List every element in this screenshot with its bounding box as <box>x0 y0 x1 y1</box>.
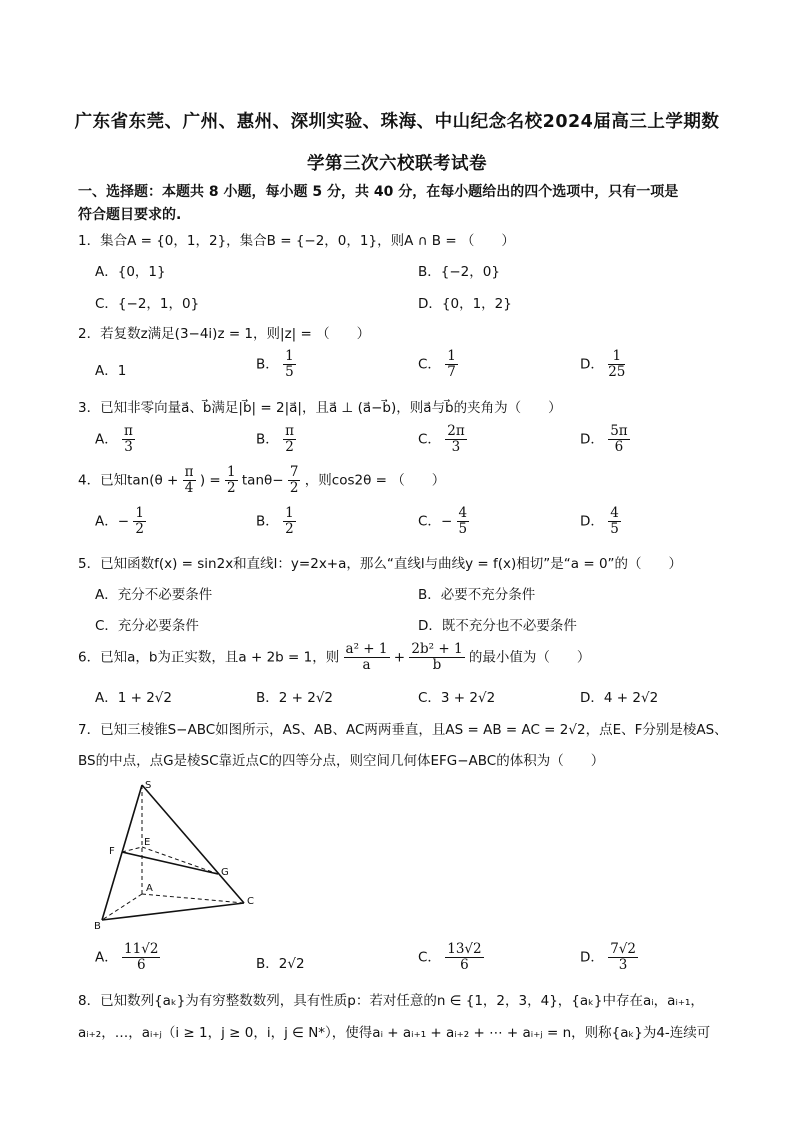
numerator: 11√2 <box>124 941 159 957</box>
section-header-line2: 符合题目要求的. <box>78 207 182 223</box>
numerator: 1 <box>226 464 236 480</box>
fraction <box>457 506 470 537</box>
numerator: 1 <box>608 349 625 365</box>
denominator: 5 <box>458 521 468 537</box>
numerator: 4 <box>458 505 468 521</box>
fraction <box>288 465 301 496</box>
fraction <box>608 506 621 537</box>
plus-sign: + <box>393 649 406 666</box>
question-1-option-c: C．{−2，1，0} <box>95 296 200 312</box>
numerator: 2b² + 1 <box>411 641 463 657</box>
fraction <box>608 942 638 973</box>
option-label: D． <box>580 949 604 966</box>
question-3-option-d <box>580 424 630 455</box>
stem-text: ) = <box>199 472 221 489</box>
denominator: 2 <box>285 521 294 537</box>
option-label: B． <box>256 513 279 530</box>
question-2-stem: 2．若复数z满足(3−4i)z = 1，则|z| = （ ） <box>78 326 371 342</box>
option-label: B． <box>256 431 279 448</box>
numerator: 1 <box>285 505 294 521</box>
numerator: 7√2 <box>610 941 636 957</box>
question-6-option-a: A．1 + 2√2 <box>95 690 172 706</box>
denominator: 2 <box>226 480 236 496</box>
option-label: A． <box>95 949 118 966</box>
fraction <box>122 942 160 973</box>
denominator: 6 <box>614 439 624 455</box>
numerator: 1 <box>285 348 294 364</box>
question-7-option-b <box>256 952 305 972</box>
question-6-option-c: C．3 + 2√2 <box>418 690 496 706</box>
edge-AC <box>142 894 244 903</box>
fraction <box>445 424 466 455</box>
fraction <box>183 465 196 496</box>
label-C: C <box>247 896 254 907</box>
question-6-option-b: B．2 + 2√2 <box>256 690 334 706</box>
numerator: 7 <box>289 464 299 480</box>
denominator: 3 <box>451 439 461 455</box>
denominator: 2 <box>135 521 144 537</box>
question-7-stem-line1: 7．已知三棱锥S−ABC如图所示，AS、AB、AC两两垂直，且AS = AB = AC = 2√2，点E、F分别是棱AS、 <box>78 722 728 738</box>
denominator: 6 <box>460 957 469 973</box>
question-5-option-a: A．充分不必要条件 <box>95 587 213 603</box>
question-2-option-d <box>580 349 625 380</box>
numerator: 13√2 <box>447 941 482 957</box>
edge-SC <box>142 785 244 903</box>
fraction <box>122 424 135 455</box>
fraction <box>133 506 146 537</box>
denominator: 5 <box>610 521 619 537</box>
numerator: 5π <box>610 423 628 439</box>
denominator: 3 <box>618 957 628 973</box>
option-value: 1 <box>117 363 127 379</box>
denominator: b <box>432 657 442 673</box>
denominator: 4 <box>184 480 194 496</box>
option-label: C． <box>418 513 441 530</box>
option-label: C． <box>418 356 441 373</box>
question-4-option-c <box>418 506 469 537</box>
stem-text: ，则cos2θ = （ ） <box>304 472 446 489</box>
option-label: D． <box>580 356 604 373</box>
option-label: B． <box>256 356 279 373</box>
fraction <box>283 424 296 455</box>
stem-text: 6．已知a，b为正实数，且a + 2b = 1，则 <box>78 649 340 666</box>
numerator: π <box>124 423 133 439</box>
label-S: S <box>145 780 152 791</box>
question-7-stem-line2: BS的中点，点G是棱SC靠近点C的四等分点，则空间几何体EFG−ABC的体积为（ ） <box>78 753 605 769</box>
denominator: 6 <box>136 957 146 973</box>
question-2-option-b <box>256 349 296 380</box>
question-4-option-d <box>580 506 621 537</box>
question-3-stem: 3．已知非零向量a⃗、b⃗满足|b⃗| = 2|a⃗|，且a⃗ ⊥ (a⃗−b⃗)，则a⃗与b⃗的夹角为（ ） <box>78 400 562 416</box>
denominator: 7 <box>447 364 456 380</box>
denominator: 25 <box>608 364 626 380</box>
question-5-option-c: C．充分必要条件 <box>95 618 199 634</box>
option-label: A． <box>95 363 118 379</box>
option-label: C． <box>418 431 441 448</box>
question-5-option-b: B．必要不充分条件 <box>418 587 536 603</box>
question-3-option-a <box>95 424 135 455</box>
question-2-option-c <box>418 349 458 380</box>
denominator: a <box>362 657 371 673</box>
denominator: 2 <box>285 439 294 455</box>
exam-title-line1: 广东省东莞、广州、惠州、深圳实验、珠海、中山纪念名校2024届高三上学期数 <box>74 112 720 132</box>
edge-BC <box>102 903 244 920</box>
edge-FE <box>122 847 142 852</box>
numerator: π <box>184 464 194 480</box>
question-4-option-a <box>95 506 146 537</box>
question-5-option-d: D．既不充分也不必要条件 <box>418 618 577 634</box>
numerator: π <box>285 423 294 439</box>
option-label: A． <box>95 513 118 530</box>
question-6-stem <box>78 642 590 673</box>
denominator: 5 <box>285 364 294 380</box>
question-8-stem-line1: 8．已知数列{aₖ}为有穷整数数列，具有性质p：若对任意的n ∈ {1，2，3，4}，{aₖ}中存在aᵢ，aᵢ₊₁， <box>78 993 704 1009</box>
question-1-option-b: B．{−2，0} <box>418 264 500 280</box>
question-3-option-c <box>418 424 467 455</box>
numerator: 1 <box>135 505 144 521</box>
question-6-option-d: D．4 + 2√2 <box>580 690 659 706</box>
numerator: 2π <box>447 423 465 439</box>
question-1-option-a: A．{0，1} <box>95 264 166 280</box>
numerator: a² + 1 <box>345 641 388 657</box>
question-1-option-d: D．{0，1，2} <box>418 296 512 312</box>
question-2-option-a <box>95 359 126 379</box>
fraction <box>409 642 464 673</box>
question-7-option-d <box>580 942 638 973</box>
exam-title-line2: 学第三次六校联考试卷 <box>307 154 487 174</box>
denominator: 2 <box>289 480 299 496</box>
option-label: D． <box>580 431 604 448</box>
tetrahedron-figure <box>90 777 270 937</box>
denominator: 3 <box>124 439 133 455</box>
fraction <box>445 942 483 973</box>
section-header-line1: 一、选择题：本题共 8 小题，每小题 5 分，共 40 分，在每小题给出的四个选项中，只有一项是 <box>78 184 679 200</box>
question-8-stem-line2: aᵢ₊₂，…，aᵢ₊ⱼ（i ≥ 1，j ≥ 0，i，j ∈ N*），使得aᵢ + aᵢ₊₁ + aᵢ₊₂ + ⋯ + aᵢ₊ⱼ = n，则称{aₖ}为4-连续可 <box>78 1025 711 1041</box>
numerator: 1 <box>447 348 456 364</box>
label-A: A <box>146 883 153 894</box>
label-B: B <box>94 921 101 932</box>
fraction <box>445 349 458 380</box>
option-label: C． <box>418 949 441 966</box>
option-value: 2√2 <box>278 956 305 972</box>
fraction <box>225 465 238 496</box>
minus-sign: − <box>117 513 130 530</box>
fraction <box>608 349 625 380</box>
question-4-option-b <box>256 506 296 537</box>
fraction <box>283 349 296 380</box>
question-5-stem: 5．已知函数f(x) = sin2x和直线l：y=2x+a，那么“直线l与曲线y = f(x)相切”是“a = 0”的（ ） <box>78 556 683 572</box>
fraction <box>344 642 390 673</box>
stem-text: tanθ− <box>241 472 284 489</box>
option-label: B． <box>256 956 279 972</box>
stem-text: 的最小值为（ ） <box>468 649 591 666</box>
label-E: E <box>144 837 151 848</box>
stem-text: 4．已知tan(θ + <box>78 472 179 489</box>
label-G: G <box>221 867 229 878</box>
question-3-option-b <box>256 424 296 455</box>
question-4-stem <box>78 465 445 496</box>
option-label: A． <box>95 431 118 448</box>
option-label: D． <box>580 513 604 530</box>
fraction <box>283 506 296 537</box>
fraction <box>608 424 629 455</box>
question-7-option-c <box>418 942 484 973</box>
numerator: 4 <box>610 505 619 521</box>
question-1-stem: 1．集合A = {0，1，2}，集合B = {−2，0，1}，则A ∩ B = （ ） <box>78 233 515 249</box>
question-7-option-a <box>95 942 160 973</box>
minus-sign: − <box>440 513 453 530</box>
label-F: F <box>109 846 115 857</box>
